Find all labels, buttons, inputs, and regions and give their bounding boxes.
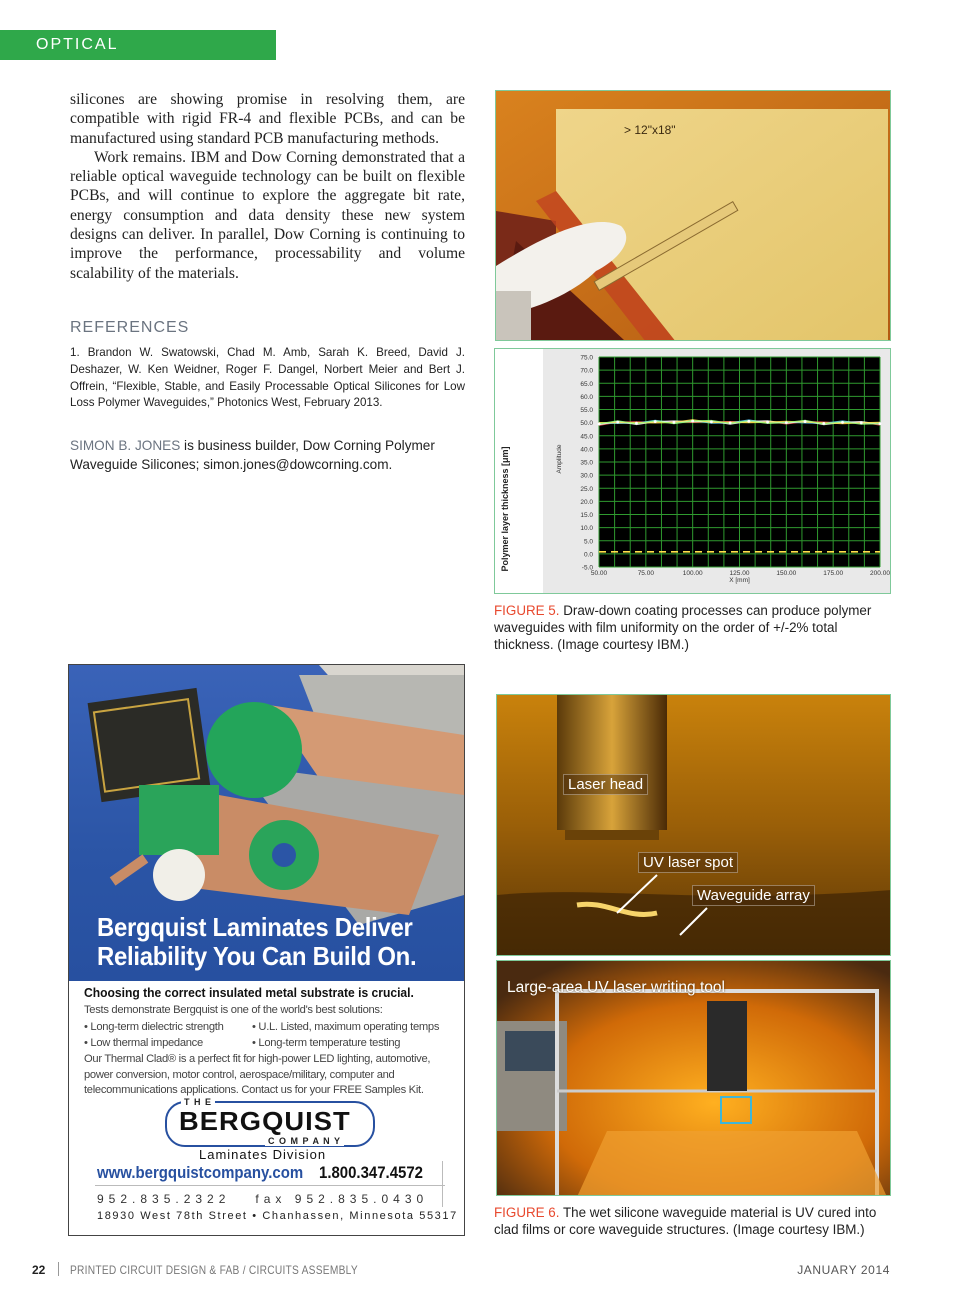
figure5-photo <box>495 90 891 341</box>
data-point <box>804 420 807 423</box>
ad-bullet: • Low thermal impedance <box>84 1037 203 1049</box>
bergquist-advertisement[interactable] <box>68 664 465 1236</box>
ad-phone2: 952.835.2322 <box>97 1192 231 1206</box>
laser-photo-image <box>497 695 891 956</box>
ad-bullet: • U.L. Listed, maximum operating temps <box>252 1021 440 1033</box>
data-point <box>766 421 769 424</box>
x-tick-label: 150.00 <box>776 570 797 577</box>
chart-svg <box>495 349 890 593</box>
y-tick-label: 5.0 <box>583 538 593 546</box>
size-label: > 12"x18" <box>624 123 676 137</box>
issue-date: JANUARY 2014 <box>797 1263 890 1277</box>
data-point <box>747 420 750 423</box>
x-tick-label: 100.00 <box>682 570 703 577</box>
x-tick-label: 200.00 <box>870 570 890 577</box>
data-point <box>598 423 601 426</box>
data-point <box>710 420 713 423</box>
data-point <box>635 422 638 425</box>
figure6-label: FIGURE 6. <box>494 1205 560 1220</box>
ad-headline-line1: Bergquist Laminates Deliver <box>97 912 413 942</box>
y-tick-label: 60.0 <box>580 393 593 401</box>
page-number: 22 <box>32 1263 46 1277</box>
author-bio <box>70 437 470 474</box>
logo-the: T H E <box>181 1097 215 1107</box>
y-tick-label: 65.0 <box>580 380 593 388</box>
x-axis-label: X [mm] <box>729 577 750 584</box>
section-prefix: OPTICAL <box>36 36 118 53</box>
logo-company: C O M P A N Y <box>265 1136 344 1146</box>
y-tick-label: 75.0 <box>580 354 593 362</box>
x-tick-label: 50.00 <box>590 570 608 577</box>
y-tick-label: 10.0 <box>580 525 593 533</box>
ad-phone-fax <box>97 1192 428 1206</box>
ad-phone: 1.800.347.4572 <box>319 1163 423 1182</box>
ad-divider <box>442 1161 443 1207</box>
references-heading: REFERENCES <box>70 319 190 336</box>
data-point <box>654 420 657 423</box>
tool-label: Large-area UV laser writing tool <box>507 979 725 996</box>
section-tag <box>0 30 276 83</box>
waveguide-array-label: Waveguide array <box>692 885 815 906</box>
figure5-text: Draw-down coating processes can produce polymer waveguides with film uniformity on the order of +/-2% total thickness. (Image courtesy IBM.) <box>494 603 872 652</box>
y-tick-label: -5.0 <box>581 564 593 572</box>
section-bold: INTERCONNECTS <box>36 66 200 83</box>
ad-address: 18930 West 78th Street • Chanhassen, Minnesota 55317 <box>97 1210 458 1222</box>
thickness-chart <box>494 348 891 594</box>
article-paragraph: silicones are showing promise in resolving them, are compatible with rigid FR-4 and flexible PCBs, and can be manufactured using standard PCB manufacturing methods. <box>70 91 465 147</box>
y-tick-label: 25.0 <box>580 485 593 493</box>
ad-bullet: • Long-term temperature testing <box>252 1037 401 1049</box>
logo-name: BERGQUIST <box>179 1106 351 1136</box>
inner-y-axis-label: Amplitude <box>556 444 563 474</box>
ad-division: Laminates Division <box>199 1147 327 1162</box>
ad-headline-line2: Reliability You Can Build On. <box>97 941 417 971</box>
ad-headline <box>97 913 428 971</box>
data-point <box>822 422 825 425</box>
author-description: is business builder, Dow Corning Polymer Waveguide Silicones; simon.jones@dowcorning.com. <box>70 438 435 472</box>
ad-bullet: • Long-term dielectric strength <box>84 1021 224 1033</box>
ad-subhead: Choosing the correct insulated metal substrate is crucial. <box>84 985 414 1000</box>
article-body <box>70 90 465 283</box>
y-axis-label: Polymer layer thickness [μm] <box>500 446 510 572</box>
y-tick-label: 15.0 <box>580 512 593 519</box>
x-tick-label: 175.00 <box>823 570 844 577</box>
ad-intro: Tests demonstrate Bergquist is one of the world's best solutions: <box>84 1004 383 1016</box>
footer-divider <box>58 1262 59 1276</box>
data-point <box>616 421 619 424</box>
y-tick-label: 20.0 <box>580 498 593 506</box>
article-paragraph: Work remains. IBM and Dow Corning demonstrated that a reliable optical waveguide technology can be built on flexible PCBs, and will continue to explore the aggregate bit rate, energy consumption and data density these new system designs can deliver. In parallel, Dow Corning is continuing to improve the performance, processability and volume scalability of the materials. <box>70 148 465 282</box>
y-tick-label: 35.0 <box>580 459 593 467</box>
y-tick-label: 40.0 <box>580 446 593 454</box>
y-tick-label: 0.0 <box>583 551 593 559</box>
data-point <box>841 421 844 424</box>
reference-item: 1. Brandon W. Swatowski, Chad M. Amb, Sarah K. Breed, David J. Deshazer, W. Ken Weidner, Roger F. Dangel, Norbert Meier and Bert J. Offrein, “Flexible, Stable, and Easily Processable Optical Silicones for Low Loss Polymer Waveguides,” Photonics West, February 2013. <box>70 346 465 410</box>
ad-hero <box>69 665 464 981</box>
data-point <box>879 422 882 425</box>
y-tick-label: 50.0 <box>580 420 593 428</box>
laser-head-label: Laser head <box>563 774 648 795</box>
y-tick-label: 30.0 <box>580 472 593 480</box>
data-point <box>860 421 863 424</box>
data-point <box>673 421 676 424</box>
x-tick-label: 125.00 <box>729 570 750 577</box>
data-point <box>729 421 732 424</box>
ad-website-link[interactable]: www.bergquistcompany.com <box>97 1163 304 1182</box>
coating-photo-image <box>496 91 891 341</box>
y-tick-label: 55.0 <box>580 407 593 414</box>
ad-body: Our Thermal Clad® is a perfect fit for high-power LED lighting, automotive, power conversion, motor control, aerospace/military, computer and telecommunications applications. Contact us for your FREE Samples Kit. <box>84 1053 431 1096</box>
figure6-photo-tool <box>496 960 891 1196</box>
figure5-label: FIGURE 5. <box>494 603 560 618</box>
figure6-caption <box>494 1204 894 1238</box>
figure5-caption <box>494 602 890 653</box>
figure6-photo-laser <box>496 694 891 956</box>
publication-name: PRINTED CIRCUIT DESIGN & FAB / CIRCUITS ASSEMBLY <box>70 1263 358 1277</box>
y-tick-label: 45.0 <box>580 433 593 441</box>
x-tick-label: 75.00 <box>637 570 654 577</box>
ad-divider <box>95 1185 445 1186</box>
author-name: SIMON B. JONES <box>70 438 181 453</box>
data-point <box>691 420 694 423</box>
y-tick-label: 70.0 <box>580 367 593 375</box>
data-point <box>785 421 788 424</box>
figure6-text: The wet silicone waveguide material is UV cured into clad films or core waveguide structures. (Image courtesy IBM.) <box>494 1205 877 1237</box>
uv-spot-label: UV laser spot <box>638 852 738 873</box>
ad-fax-number: fax 952.835.0430 <box>255 1192 429 1206</box>
